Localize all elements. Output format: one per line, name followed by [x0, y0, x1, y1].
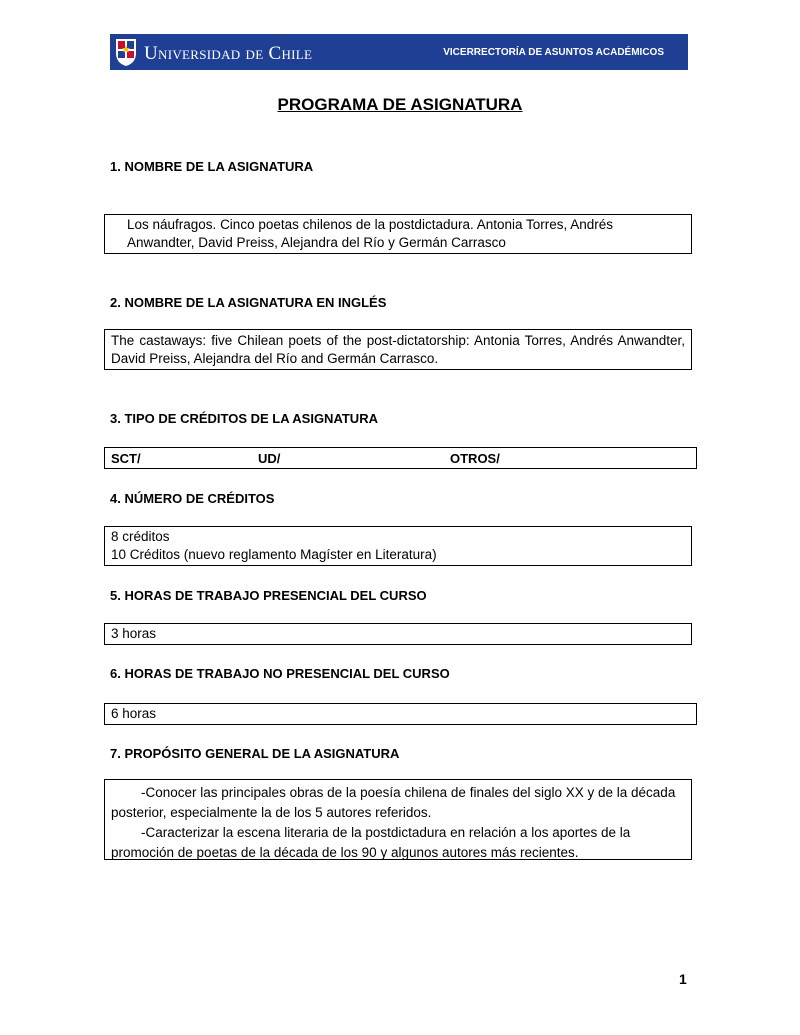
section-2-heading: 2. NOMBRE DE LA ASIGNATURA EN INGLÉS [110, 295, 387, 310]
section-1-line-1: Los náufragos. Cinco poetas chilenos de la postdictadura. Antonia Torres, Andrés [127, 217, 614, 232]
page-title: PROGRAMA DE ASIGNATURA [277, 95, 523, 114]
section-7-paragraph-1: -Conocer las principales obras de la poesía chilena de finales del siglo XX y de la década posterior, especialmente la de los 5 autores referidos. [111, 785, 676, 820]
section-6-box [104, 703, 697, 725]
university-name: Universidad de Chile [144, 43, 313, 64]
credits-otros: OTROS/ [450, 451, 500, 466]
section-3-heading: 3. TIPO DE CRÉDITOS DE LA ASIGNATURA [110, 411, 378, 426]
header-banner [110, 34, 688, 70]
section-7-heading: 7. PROPÓSITO GENERAL DE LA ASIGNATURA [110, 746, 400, 761]
credits-sct: SCT/ [111, 451, 141, 466]
section-4-line-1: 8 créditos [111, 529, 170, 544]
section-4-box [104, 526, 692, 566]
university-crest-icon [114, 37, 138, 67]
section-5-box [104, 623, 692, 645]
section-6-heading: 6. HORAS DE TRABAJO NO PRESENCIAL DEL CURSO [110, 666, 450, 681]
section-1-box [104, 214, 692, 254]
section-2-box [104, 329, 692, 370]
section-4-heading: 4. NÚMERO DE CRÉDITOS [110, 491, 275, 506]
credits-ud: UD/ [258, 451, 281, 466]
vice-rectory-name: VICERRECTORÍA DE ASUNTOS ACADÉMICOS [443, 47, 664, 58]
page-number: 1 [679, 971, 687, 987]
section-6-value: 6 horas [111, 706, 157, 721]
section-5-value: 3 horas [111, 626, 157, 641]
section-4-line-2: 10 Créditos (nuevo reglamento Magíster en Literatura) [111, 547, 437, 562]
section-3-box [104, 447, 697, 469]
section-2-text: The castaways: five Chilean poets of the post-dictatorship: Antonia Torres, Andrés Anwandter, David Preiss, Alejandra del Río and Germán Carrasco. [111, 333, 685, 366]
section-7-paragraph-2: -Caracterizar la escena literaria de la postdictadura en relación a los aportes de la promoción de poetas de la década de los 90 y algunos autores más recientes. [111, 825, 631, 860]
section-7-box [104, 779, 692, 860]
section-1-heading: 1. NOMBRE DE LA ASIGNATURA [110, 159, 314, 174]
section-5-heading: 5. HORAS DE TRABAJO PRESENCIAL DEL CURSO [110, 588, 427, 603]
section-1-line-2: Anwandter, David Preiss, Alejandra del Río y Germán Carrasco [127, 235, 506, 250]
